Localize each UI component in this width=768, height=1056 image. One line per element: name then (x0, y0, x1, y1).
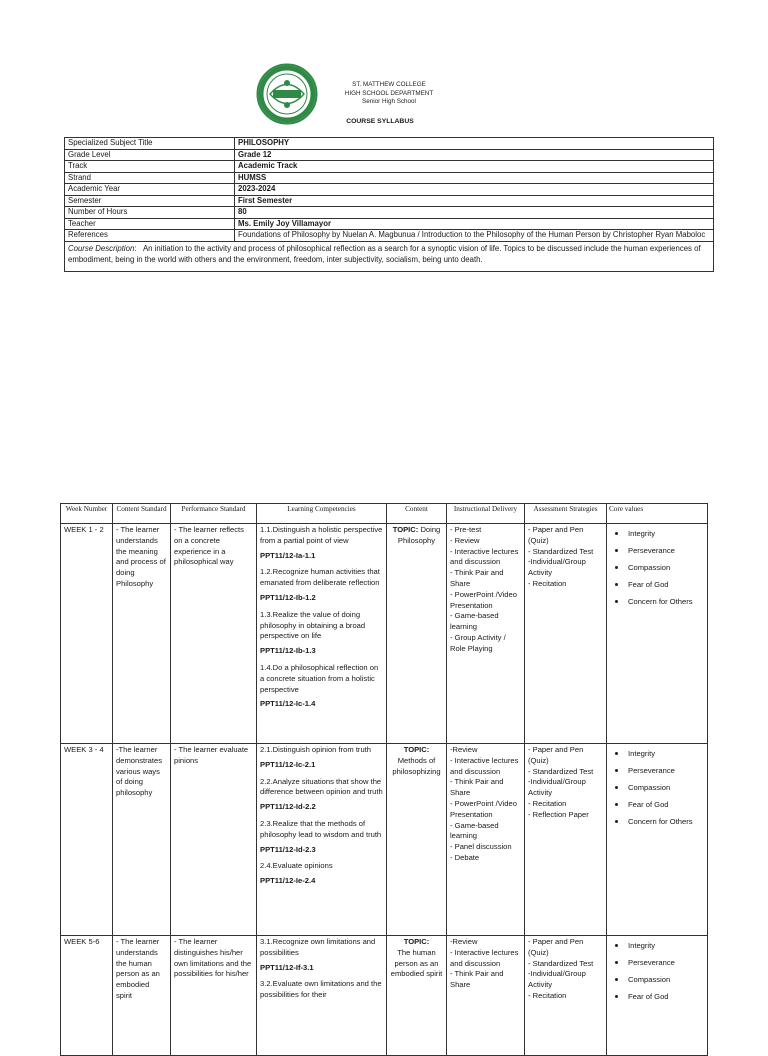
core-value-item: Fear of God (614, 988, 704, 1005)
assessment-item: - Paper and Pen (Quiz) (528, 525, 584, 545)
assessment-item: - Paper and Pen (Quiz) (528, 745, 584, 765)
document-header (256, 63, 516, 125)
core-values-list (610, 745, 704, 830)
content-cell (387, 744, 447, 936)
info-value: Grade 12 (235, 149, 714, 161)
info-row (65, 138, 714, 150)
assessment-item: - Standardized Test (528, 958, 594, 968)
core-value-item: Compassion (614, 559, 704, 576)
topic-text: The human person as an embodied spirit (390, 947, 443, 979)
table-row (61, 936, 708, 1056)
core-value-item: Perseverance (614, 954, 704, 971)
info-label: Track (65, 161, 235, 173)
info-row (65, 184, 714, 196)
delivery-item: - Interactive lectures and discussion (450, 947, 519, 968)
info-label: Teacher (65, 218, 235, 230)
competency-text: 2.2.Analyze situations that show the difference between opinion and truth (260, 776, 383, 797)
content-standard-cell: - The learner understands the human person as an embodied spirit (113, 936, 171, 1056)
document-title: COURSE SYLLABUS (346, 118, 414, 125)
delivery-item: - Pre-test (450, 525, 482, 534)
content-standard-cell: - The learner understands the meaning and process of doing Philosophy (113, 524, 171, 744)
school-seal-icon (256, 63, 318, 125)
week-cell: WEEK 1 - 2 (61, 524, 113, 744)
info-row (65, 195, 714, 207)
info-value: Ms. Emily Joy Villamayor (235, 218, 714, 230)
assessment-item: - Standardized Test (528, 766, 594, 776)
delivery-item: - Think Pair and Share (450, 777, 504, 798)
delivery-item: - Think Pair and Share (450, 969, 504, 990)
delivery-cell (447, 936, 525, 1056)
assessment-cell (525, 936, 607, 1056)
core-value-item: Perseverance (614, 542, 704, 559)
info-value: Academic Track (235, 161, 714, 173)
core-value-item: Fear of God (614, 576, 704, 593)
delivery-cell (447, 524, 525, 744)
info-label: Number of Hours (65, 207, 235, 219)
competency-code: PPT11/12-Ia-1.1 (260, 550, 316, 560)
competency-code: PPT11/12-Ib-1.3 (260, 646, 316, 656)
topic-label: TOPIC: (392, 525, 419, 534)
competency-text: 3.1.Recognize own limitations and possibilities (260, 937, 376, 957)
info-row (65, 207, 714, 219)
assessment-item: -Individual/Group Activity (528, 777, 586, 798)
info-label: Strand (65, 172, 235, 184)
delivery-item: - PowerPoint /Video Presentation (450, 589, 517, 610)
header-assessment: Assessment Strategies (525, 504, 607, 524)
info-value: 2023-2024 (235, 184, 714, 196)
week-cell: WEEK 3 - 4 (61, 744, 113, 936)
course-description-text: An initiation to the activity and process of philosophical reflection as a search for a synoptic vision of life. Topics to be discussed include the human experiences of embodiment, being in the world with others and the environment, freedom, inter subjectivity, socialism, being unto death. (68, 243, 701, 264)
assessment-item: - Recitation (528, 990, 567, 1000)
delivery-item: - Review (450, 535, 480, 545)
info-value: HUMSS (235, 172, 714, 184)
competency-text: 2.1.Distinguish opinion from truth (260, 745, 372, 754)
info-value: Foundations of Philosophy by Nuelan A. Magbunua / Introduction to the Philosophy of the Human Person by Christopher Ryan Maboloc (235, 230, 714, 242)
info-label: Grade Level (65, 149, 235, 161)
core-value-item: Concern for Others (614, 593, 704, 610)
core-value-item: Concern for Others (614, 813, 704, 830)
header-core-values: Core values (607, 504, 708, 524)
info-row (65, 230, 714, 242)
topic-label: TOPIC: (403, 937, 430, 946)
assessment-item: -Individual/Group Activity (528, 969, 586, 990)
school-name-block (334, 81, 444, 107)
header-content-standard: Content Standard (113, 504, 171, 524)
syllabus-table (60, 503, 708, 1056)
info-label: References (65, 230, 235, 242)
info-row (65, 149, 714, 161)
assessment-item: - Reflection Paper (528, 809, 589, 819)
delivery-item: - Game-based learning (450, 820, 499, 841)
competency-code: PPT11/12-Id-2.3 (260, 844, 316, 854)
content-standard-cell: -The learner demonstrates various ways of doing philosophy (113, 744, 171, 936)
assessment-cell (525, 744, 607, 936)
core-value-item: Perseverance (614, 762, 704, 779)
core-value-item: Compassion (614, 779, 704, 796)
delivery-item: - Debate (450, 852, 480, 862)
info-row (65, 172, 714, 184)
assessment-item: - Recitation (528, 798, 567, 808)
core-values-list (610, 525, 704, 610)
header-instructional-delivery: Instructional Delivery (447, 504, 525, 524)
competency-text: 1.3.Realize the value of doing philosophy in obtaining a broad perspective on life (260, 609, 366, 641)
info-value: First Semester (235, 195, 714, 207)
competency-code: PPT11/12-Ie-2.4 (260, 876, 316, 886)
delivery-item: - Interactive lectures and discussion (450, 755, 519, 776)
info-label: Specialized Subject Title (65, 138, 235, 150)
competency-code: PPT11/12-If-3.1 (260, 962, 314, 972)
competency-text: 1.4.Do a philosophical reflection on a concrete situation from a holistic perspective (260, 662, 379, 694)
competency-text: 1.2.Recognize human activities that emanated from deliberate reflection (260, 567, 380, 588)
division-name: Senior High School (362, 98, 416, 105)
assessment-item: - Paper and Pen (Quiz) (528, 937, 584, 957)
header-learning-competencies: Learning Competencies (257, 504, 387, 524)
delivery-item: -Review (450, 937, 478, 946)
competency-code: PPT11/12-Ic-2.1 (260, 759, 316, 769)
topic-text: Doing Philosophy (397, 525, 441, 545)
assessment-item: - Standardized Test (528, 546, 594, 556)
week-cell: WEEK 5-6 (61, 936, 113, 1056)
core-value-item: Integrity (614, 937, 704, 954)
table-row (61, 524, 708, 744)
header-content: Content (387, 504, 447, 524)
core-value-item: Compassion (614, 971, 704, 988)
competency-text: 3.2.Evaluate own limitations and the possibilities for their (260, 979, 382, 1000)
core-values-cell (607, 936, 708, 1056)
competency-text: 2.3.Realize that the methods of philosophy lead to wisdom and truth (260, 818, 382, 839)
assessment-cell (525, 524, 607, 744)
performance-standard-cell: - The learner reflects on a concrete experience in a philosophical way (171, 524, 257, 744)
delivery-item: - PowerPoint /Video Presentation (450, 798, 517, 819)
core-value-item: Fear of God (614, 796, 704, 813)
info-row (65, 161, 714, 173)
competency-code: PPT11/12-Ib-1.2 (260, 592, 316, 602)
info-label: Academic Year (65, 184, 235, 196)
info-row (65, 218, 714, 230)
department-name: HIGH SCHOOL DEPARTMENT (344, 89, 434, 97)
performance-standard-cell: - The learner evaluate pinions (171, 744, 257, 936)
core-value-item: Integrity (614, 525, 704, 542)
info-label: Semester (65, 195, 235, 207)
core-values-list (610, 937, 704, 1005)
course-description: Course Description: An initiation to the activity and process of philosophical reflection as a search for a synoptic vision of life. Topics to be discussed include the human experiences of embodiment, being in the world with others and the environment, freedom, inter subjectivity, socialism, being unto death. (65, 241, 714, 271)
table-header-row (61, 504, 708, 524)
assessment-item: -Individual/Group Activity (528, 557, 586, 578)
course-description-row (65, 241, 714, 271)
delivery-item: - Interactive lectures and discussion (450, 546, 519, 567)
competencies-cell (257, 524, 387, 744)
core-values-cell (607, 524, 708, 744)
competency-code: PPT11/12-Id-2.2 (260, 802, 316, 812)
core-value-item: Integrity (614, 745, 704, 762)
delivery-item: - Panel discussion (450, 842, 512, 852)
course-info-table (64, 137, 714, 272)
header-performance-standard: Performance Standard (171, 504, 257, 524)
competency-text: 2.4.Evaluate opinions (260, 861, 333, 871)
topic-label: TOPIC: (403, 745, 430, 754)
info-value: 80 (235, 207, 714, 219)
delivery-cell (447, 744, 525, 936)
course-description-label: Course Description (68, 243, 135, 253)
performance-standard-cell: - The learner distinguishes his/her own limitations and the possibilities for his/her (171, 936, 257, 1056)
info-value: PHILOSOPHY (235, 138, 714, 150)
content-cell (387, 524, 447, 744)
competencies-cell (257, 936, 387, 1056)
assessment-item: - Recitation (528, 578, 567, 588)
content-cell (387, 936, 447, 1056)
delivery-item: - Group Activity / Role Playing (450, 632, 506, 653)
delivery-item: -Review (450, 745, 478, 754)
school-name: ST. MATTHEW COLLEGE (352, 81, 426, 88)
delivery-item: - Think Pair and Share (450, 568, 504, 588)
competencies-cell (257, 744, 387, 936)
delivery-item: - Game-based learning (450, 611, 499, 632)
competency-code: PPT11/12-Ic-1.4 (260, 699, 316, 709)
topic-text: Methods of philosophizing (392, 755, 441, 776)
competency-text: 1.1.Distinguish a holistic perspective from a partial point of view (260, 525, 383, 545)
header-week: Week Number (61, 504, 113, 524)
core-values-cell (607, 744, 708, 936)
table-row (61, 744, 708, 936)
